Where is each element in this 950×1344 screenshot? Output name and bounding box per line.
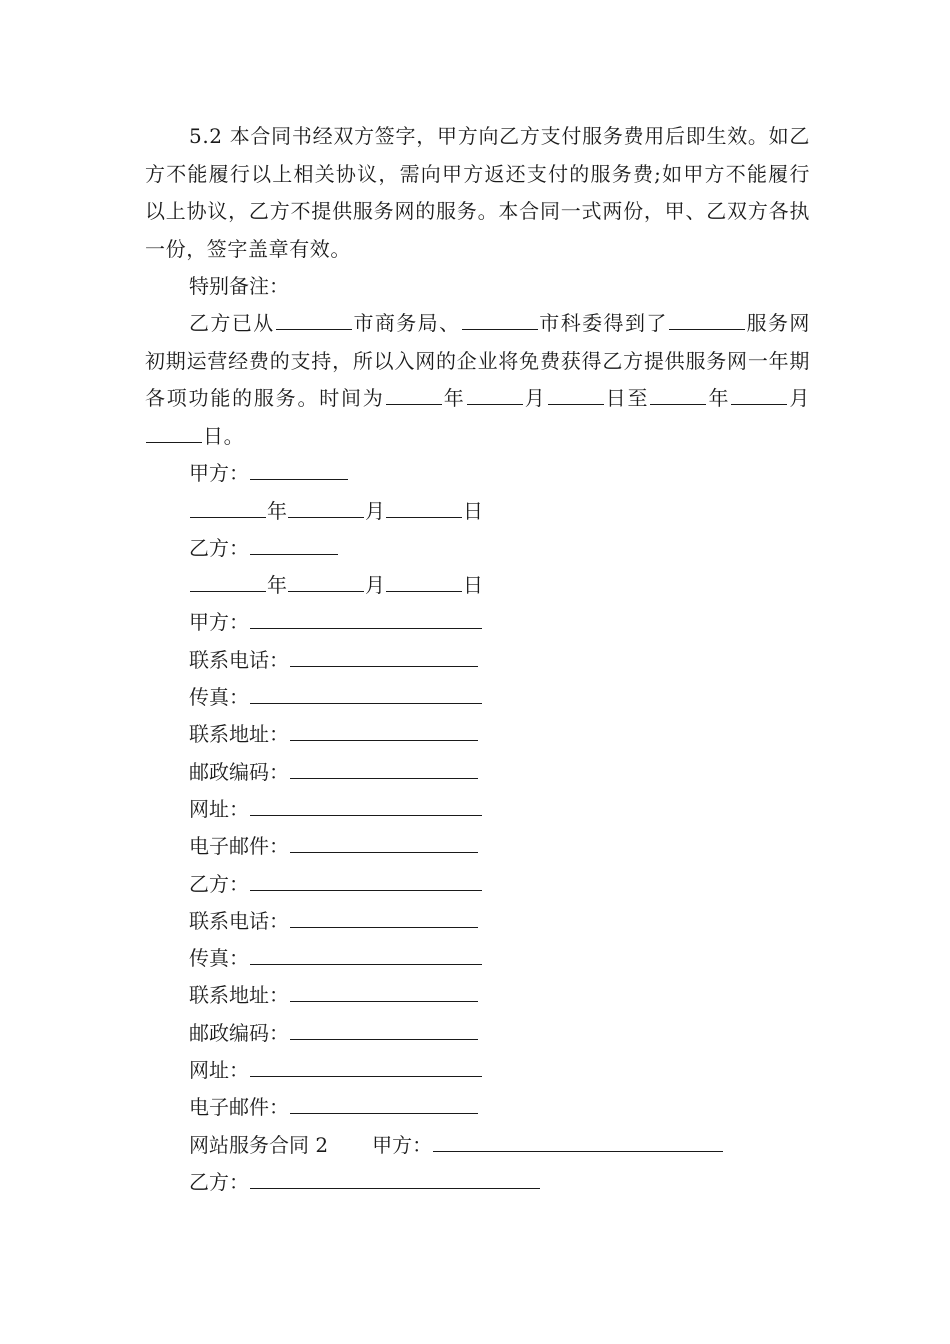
- year-label: 年: [267, 498, 287, 523]
- field-blank: [290, 1091, 478, 1114]
- document-page: [145, 118, 810, 1201]
- contact-a-postcode: [145, 754, 810, 791]
- year-blank: [190, 569, 266, 592]
- field-blank: [290, 756, 478, 779]
- end-month-blank: [731, 382, 787, 405]
- contact-b-website: [145, 1052, 810, 1089]
- signature-date-b: [145, 567, 810, 604]
- start-year-blank: [386, 382, 442, 405]
- funding-paragraph: [145, 305, 810, 455]
- start-month-blank: [467, 382, 523, 405]
- contract2-party-b: [145, 1164, 810, 1201]
- signature-party-b: [145, 530, 810, 567]
- contract2-party-a-label: 甲方：: [372, 1132, 433, 1157]
- day-end-label: 日。: [203, 423, 245, 448]
- contact-b-phone: [145, 903, 810, 940]
- end-year-blank: [650, 382, 706, 405]
- field-label: 邮政编码：: [189, 1020, 289, 1045]
- field-label: 联系电话：: [189, 647, 289, 672]
- field-blank: [290, 644, 478, 667]
- field-label: 网址：: [189, 796, 249, 821]
- end-day-blank: [146, 420, 202, 443]
- signature-date-a: [145, 493, 810, 530]
- city-blank-2: [462, 307, 538, 330]
- funding-text-d: 服务网初期运营经费的支持，所以入网的企业将免费获得乙方提供服务网一年期各项功能的服务。时间为: [145, 311, 810, 411]
- field-label: 乙方：: [189, 871, 249, 896]
- month-blank: [288, 495, 364, 518]
- month-label: 月: [523, 386, 547, 411]
- start-day-blank: [548, 382, 604, 405]
- field-label: 邮政编码：: [189, 759, 289, 784]
- funding-text-a: 乙方已从: [189, 311, 275, 336]
- field-blank: [290, 979, 478, 1002]
- contact-a-email: [145, 828, 810, 865]
- field-label: 联系电话：: [189, 908, 289, 933]
- field-label: 电子邮件：: [189, 1095, 289, 1120]
- signature-party-a: [145, 455, 810, 492]
- effectiveness-paragraph: 5.2 本合同书经双方签字，甲方向乙方支付服务费用后即生效。如乙方不能履行以上相关协议，需向甲方返还支付的服务费;如甲方不能履行以上协议，乙方不提供服务网的服务。本合同一式两份，甲、乙双方各执一份，签字盖章有效。: [145, 124, 810, 261]
- contract2-party-b-label: 乙方：: [189, 1169, 249, 1194]
- contract2-party-a-blank: [433, 1129, 723, 1152]
- day-blank: [386, 569, 462, 592]
- month-blank: [288, 569, 364, 592]
- year-label: 年: [267, 573, 287, 598]
- contact-a-party: [145, 604, 810, 641]
- field-blank: [250, 868, 482, 891]
- year-label: 年: [442, 386, 466, 411]
- contact-a-phone: [145, 642, 810, 679]
- party-a-label: 甲方：: [189, 461, 249, 486]
- field-blank: [250, 681, 482, 704]
- field-blank: [250, 1054, 482, 1077]
- funding-text-b: 市商务局、: [352, 311, 461, 336]
- field-label: 传真：: [189, 685, 249, 710]
- party-a-signature-blank: [250, 457, 348, 480]
- field-label: 网址：: [189, 1058, 249, 1083]
- day-blank: [386, 495, 462, 518]
- party-b-label: 乙方：: [189, 535, 249, 560]
- month-label: 月: [365, 573, 385, 598]
- month-label: 月: [788, 386, 811, 411]
- contact-b-party: [145, 866, 810, 903]
- city-blank-1: [276, 307, 352, 330]
- contact-b-postcode: [145, 1015, 810, 1052]
- month-label: 月: [365, 498, 385, 523]
- special-note-label: 特别备注：: [189, 274, 289, 298]
- contact-b-address: [145, 977, 810, 1014]
- field-blank: [250, 793, 482, 816]
- field-label: 电子邮件：: [189, 834, 289, 859]
- field-blank: [290, 905, 478, 928]
- year-label: 年: [707, 386, 731, 411]
- day-label: 日: [463, 573, 483, 598]
- year-blank: [190, 495, 266, 518]
- contact-b-email: [145, 1089, 810, 1126]
- field-blank: [290, 718, 478, 741]
- contact-b-fax: [145, 940, 810, 977]
- day-label: 日: [463, 498, 483, 523]
- funding-text-c: 市科委得到了: [538, 311, 668, 336]
- party-b-signature-blank: [250, 532, 338, 555]
- day-to-label: 日至: [604, 386, 650, 411]
- contact-a-website: [145, 791, 810, 828]
- field-blank: [290, 1017, 478, 1040]
- contract2-heading-line: [145, 1127, 810, 1164]
- field-blank: [250, 606, 482, 629]
- field-blank: [290, 830, 478, 853]
- field-label: 传真：: [189, 946, 249, 971]
- field-blank: [250, 942, 482, 965]
- contract2-title: 网站服务合同 2: [189, 1132, 329, 1157]
- field-label: 联系地址：: [189, 722, 289, 747]
- field-label: 甲方：: [189, 610, 249, 635]
- contact-a-fax: [145, 679, 810, 716]
- contract2-party-b-blank: [250, 1166, 540, 1189]
- contact-a-address: [145, 716, 810, 753]
- field-label: 联系地址：: [189, 983, 289, 1008]
- service-network-blank: [669, 307, 745, 330]
